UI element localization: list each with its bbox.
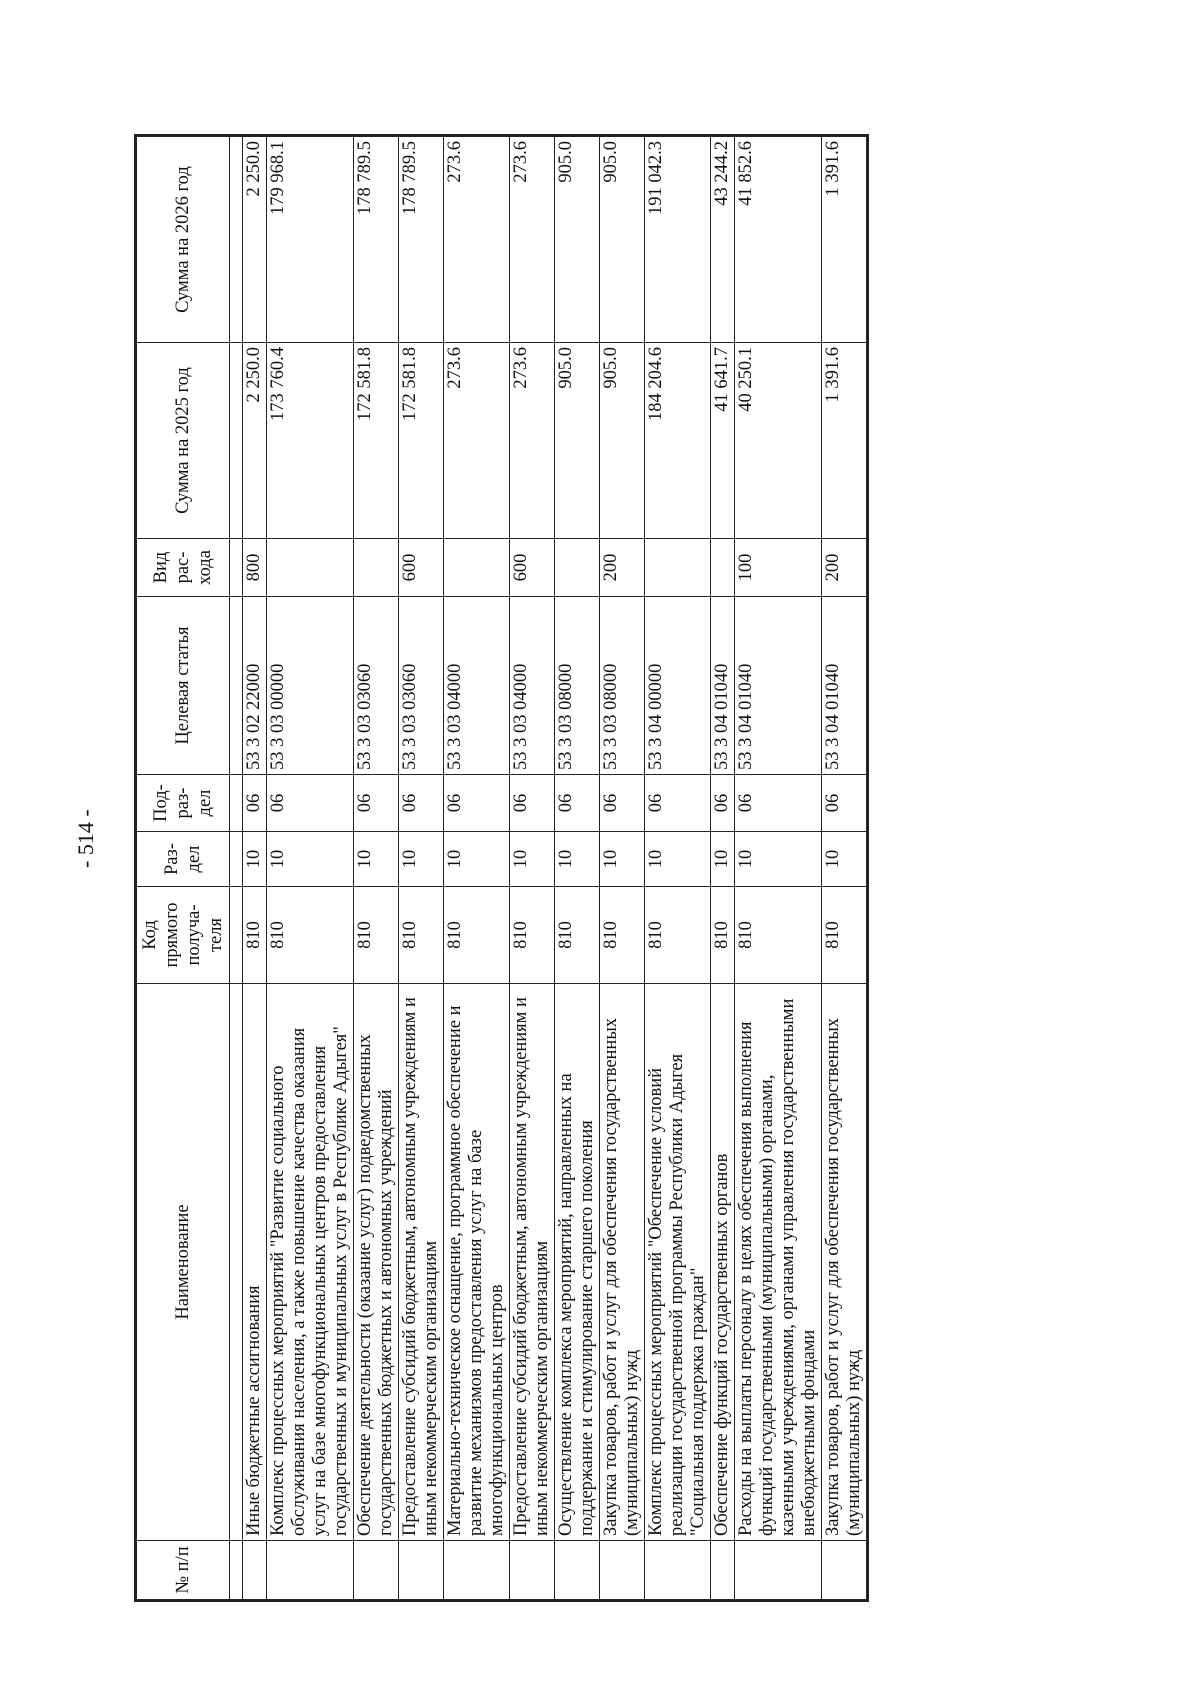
cell-subsection: 06	[510, 775, 555, 832]
cell-code: 810	[510, 887, 555, 984]
cell-target: 53 3 03 00000	[267, 597, 354, 775]
cell-name: Комплекс процессных мероприятий "Обеспечение условий реализации государственной программы Республики Адыгея "Социальная поддержка граждан"	[645, 984, 711, 1541]
cell-name: Предоставление субсидий бюджетным, автономным учреждениям и иным некоммерческим организациям	[399, 984, 444, 1541]
cell-section: 10	[399, 832, 444, 887]
cell-section: 10	[444, 832, 510, 887]
budget-table	[134, 134, 869, 1602]
cell-sum-2026: 41 852.6	[735, 136, 822, 343]
table-row	[267, 136, 354, 1601]
cell-name: Обеспечение деятельности (оказание услуг) подведомственных государственных бюджетных и автономных учреждений	[354, 984, 399, 1541]
header-target: Целевая статья	[136, 597, 230, 775]
cell-sum-2025: 40 250.1	[735, 343, 822, 539]
cell-target: 53 3 02 22000	[243, 597, 267, 775]
cell-name: Комплекс процессных мероприятий "Развитие социального обслуживания населения, а также повышение качества оказания услуг на базе многофункциональных центров предоставления государственных и муниципальных услуг в Республике Адыгея"	[267, 984, 354, 1541]
cell-section: 10	[354, 832, 399, 887]
header-subsection: Под-раз-дел	[136, 775, 230, 832]
cell-num	[600, 1541, 645, 1601]
cell-num	[711, 1541, 735, 1601]
cell-subsection: 06	[711, 775, 735, 832]
cell-target: 53 3 03 08000	[600, 597, 645, 775]
table-row	[600, 136, 645, 1601]
cell-type	[444, 539, 510, 597]
table-row	[645, 136, 711, 1601]
cell-section: 10	[711, 832, 735, 887]
cell-section: 10	[735, 832, 822, 887]
cell-target: 53 3 04 01040	[735, 597, 822, 775]
cell-code: 810	[267, 887, 354, 984]
cell-name: Обеспечение функций государственных органов	[711, 984, 735, 1541]
cell-code: 810	[399, 887, 444, 984]
cell-sum-2025: 905.0	[600, 343, 645, 539]
cell-num	[510, 1541, 555, 1601]
cell-num	[645, 1541, 711, 1601]
cell-sum-2025: 184 204.6	[645, 343, 711, 539]
cell-type	[267, 539, 354, 597]
cell-sum-2025: 41 641.7	[711, 343, 735, 539]
cell-num	[399, 1541, 444, 1601]
cell-num	[555, 1541, 600, 1601]
header-sum-2025: Сумма на 2025 год	[136, 343, 230, 539]
cell-sum-2026: 178 789.5	[354, 136, 399, 343]
cell-code: 810	[600, 887, 645, 984]
header-name: Наименование	[136, 984, 230, 1541]
cell-sum-2025: 273.6	[510, 343, 555, 539]
cell-sum-2026: 905.0	[600, 136, 645, 343]
header-type: Вид рас-хода	[136, 539, 230, 597]
cell-code: 810	[354, 887, 399, 984]
cell-section: 10	[555, 832, 600, 887]
cell-num	[354, 1541, 399, 1601]
cell-section: 10	[822, 832, 868, 887]
cell-code: 810	[711, 887, 735, 984]
cell-num	[243, 1541, 267, 1601]
table-row	[444, 136, 510, 1601]
header-section: Раз-дел	[136, 832, 230, 887]
table-body	[243, 136, 868, 1601]
table-row	[354, 136, 399, 1601]
cell-sum-2025: 273.6	[444, 343, 510, 539]
cell-subsection: 06	[243, 775, 267, 832]
header-spacer-row	[230, 136, 243, 1601]
cell-sum-2025: 1 391.6	[822, 343, 868, 539]
cell-sum-2026: 43 244.2	[711, 136, 735, 343]
cell-subsection: 06	[267, 775, 354, 832]
cell-sum-2025: 172 581.8	[399, 343, 444, 539]
cell-sum-2026: 273.6	[444, 136, 510, 343]
cell-subsection: 06	[600, 775, 645, 832]
cell-subsection: 06	[555, 775, 600, 832]
cell-type: 200	[822, 539, 868, 597]
cell-type	[555, 539, 600, 597]
cell-type: 600	[510, 539, 555, 597]
cell-name: Закупка товаров, работ и услуг для обеспечения государственных (муниципальных) нужд	[822, 984, 868, 1541]
table-header-row	[136, 136, 230, 1601]
cell-target: 53 3 03 08000	[555, 597, 600, 775]
cell-section: 10	[510, 832, 555, 887]
cell-sum-2026: 2 250.0	[243, 136, 267, 343]
cell-code: 810	[735, 887, 822, 984]
table-row	[735, 136, 822, 1601]
cell-target: 53 3 03 04000	[510, 597, 555, 775]
cell-code: 810	[444, 887, 510, 984]
table-row	[243, 136, 267, 1601]
cell-num	[444, 1541, 510, 1601]
table-row	[399, 136, 444, 1601]
cell-subsection: 06	[822, 775, 868, 832]
cell-name: Осуществление комплекса мероприятий, направленных на поддержание и стимулирование старшего поколения	[555, 984, 600, 1541]
cell-target: 53 3 03 03060	[354, 597, 399, 775]
rotated-page-content	[134, 137, 1034, 1602]
cell-section: 10	[243, 832, 267, 887]
cell-subsection: 06	[399, 775, 444, 832]
cell-name: Иные бюджетные ассигнования	[243, 984, 267, 1541]
header-num: № п/п	[136, 1541, 230, 1601]
cell-target: 53 3 04 01040	[711, 597, 735, 775]
cell-num	[735, 1541, 822, 1601]
cell-target: 53 3 03 04000	[444, 597, 510, 775]
cell-type: 800	[243, 539, 267, 597]
cell-target: 53 3 03 03060	[399, 597, 444, 775]
cell-sum-2026: 191 042.3	[645, 136, 711, 343]
cell-code: 810	[822, 887, 868, 984]
cell-type: 200	[600, 539, 645, 597]
cell-type: 100	[735, 539, 822, 597]
table-row	[555, 136, 600, 1601]
cell-code: 810	[243, 887, 267, 984]
cell-sum-2025: 173 760.4	[267, 343, 354, 539]
cell-sum-2025: 905.0	[555, 343, 600, 539]
cell-sum-2026: 1 391.6	[822, 136, 868, 343]
cell-subsection: 06	[354, 775, 399, 832]
cell-sum-2026: 273.6	[510, 136, 555, 343]
cell-num	[267, 1541, 354, 1601]
cell-sum-2025: 172 581.8	[354, 343, 399, 539]
cell-type	[354, 539, 399, 597]
header-sum-2026: Сумма на 2026 год	[136, 136, 230, 343]
cell-type	[645, 539, 711, 597]
cell-sum-2026: 905.0	[555, 136, 600, 343]
cell-num	[822, 1541, 868, 1601]
table-row	[822, 136, 868, 1601]
cell-subsection: 06	[444, 775, 510, 832]
table-row	[711, 136, 735, 1601]
cell-section: 10	[645, 832, 711, 887]
cell-sum-2026: 179 968.1	[267, 136, 354, 343]
cell-sum-2026: 178 789.5	[399, 136, 444, 343]
cell-target: 53 3 04 01040	[822, 597, 868, 775]
cell-name: Закупка товаров, работ и услуг для обеспечения государственных (муниципальных) нужд	[600, 984, 645, 1541]
header-code: Код прямого получа-теля	[136, 887, 230, 984]
cell-subsection: 06	[735, 775, 822, 832]
cell-name: Расходы на выплаты персоналу в целях обеспечения выполнения функций государственными (муниципальными) органами, казенными учреждениями, органами управления государственными внебюджетными фондами	[735, 984, 822, 1541]
cell-code: 810	[555, 887, 600, 984]
cell-name: Предоставление субсидий бюджетным, автономным учреждениям и иным некоммерческим организациям	[510, 984, 555, 1541]
cell-code: 810	[645, 887, 711, 984]
cell-type	[711, 539, 735, 597]
cell-name: Материально-техническое оснащение, программное обеспечение и развитие механизмов предоставления услуг на базе многофункциональных центров	[444, 984, 510, 1541]
cell-sum-2025: 2 250.0	[243, 343, 267, 539]
cell-section: 10	[600, 832, 645, 887]
table-row	[510, 136, 555, 1601]
cell-section: 10	[267, 832, 354, 887]
cell-target: 53 3 04 00000	[645, 597, 711, 775]
cell-subsection: 06	[645, 775, 711, 832]
cell-type: 600	[399, 539, 444, 597]
